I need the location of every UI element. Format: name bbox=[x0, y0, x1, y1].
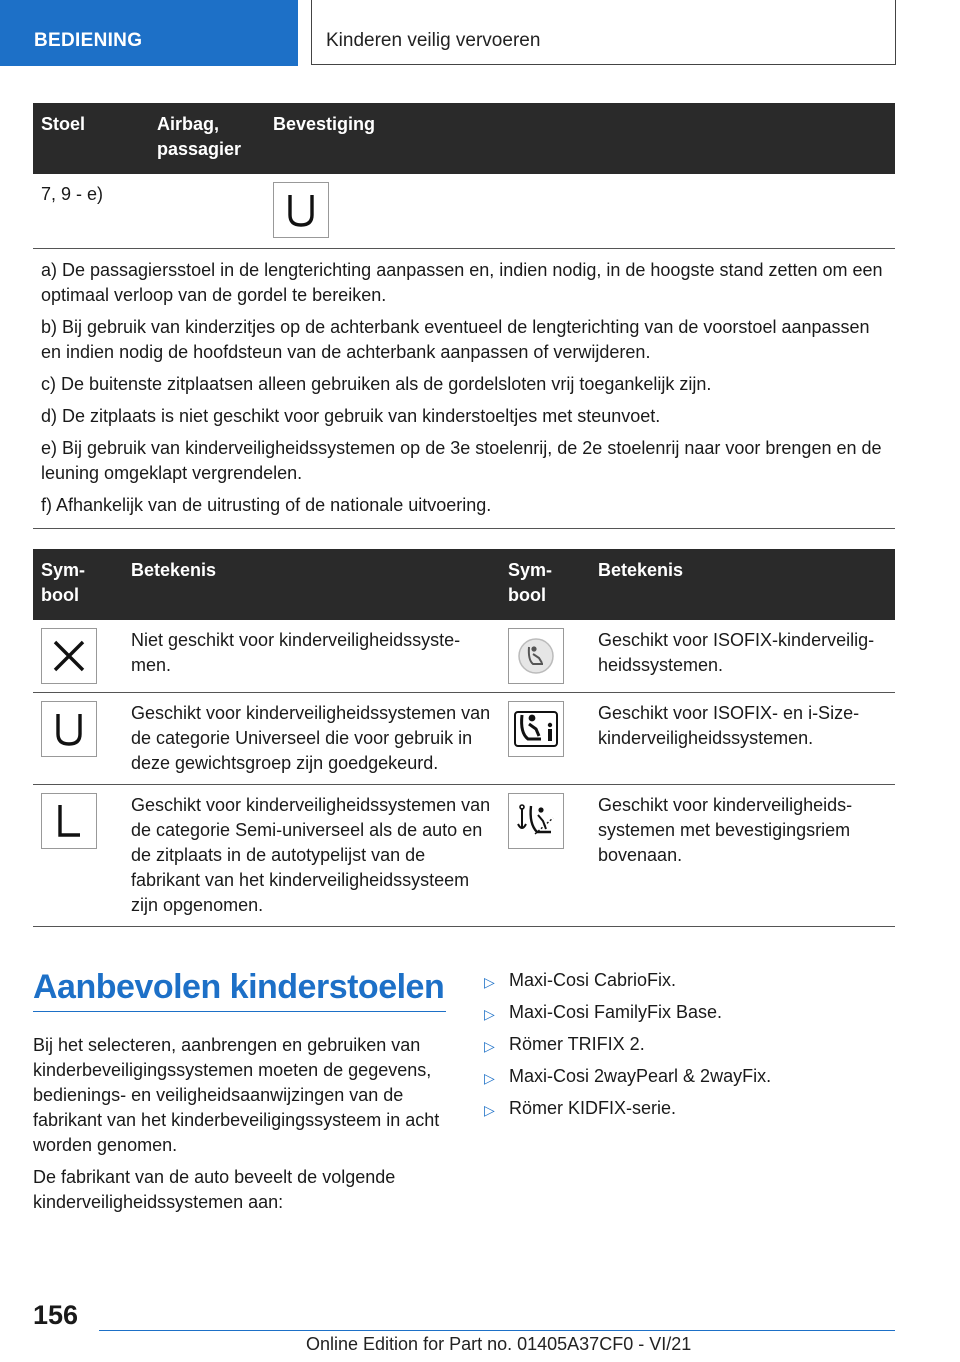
note-a: a) De passagiersstoel in de lengterichting aanpassen en, indien nodig, in de hoogste stand zetten om een optimaal verloop van de gordel te bereiken. bbox=[41, 260, 883, 305]
meaning-text: Geschikt voor ISOFIX- en i-Size-kinderveiligheidssystemen. bbox=[590, 693, 895, 785]
col-meaning-right: Betekenis bbox=[590, 549, 895, 620]
col-symbol-left: Sym- bool bbox=[33, 549, 123, 620]
list-item bbox=[484, 1064, 771, 1089]
col-mounting: Bevestiging bbox=[265, 103, 895, 174]
heading-rule bbox=[33, 1011, 446, 1012]
symbol-cell bbox=[33, 693, 123, 785]
list-item-text: Maxi-Cosi FamilyFix Base. bbox=[509, 1002, 723, 1022]
recommended-seats-list bbox=[484, 968, 771, 1128]
section-label: BEDIENING bbox=[34, 30, 143, 51]
list-item bbox=[484, 968, 771, 993]
symbol-cell bbox=[500, 693, 590, 785]
note-b: b) Bij gebruik van kinderzitjes op de achterbank eventueel de lengterichting van de voorstoel aanpassen en indien nodig de hoofdsteun van de achterbank aanpassen of verwijderen. bbox=[41, 317, 870, 362]
isofix-seat-icon bbox=[508, 628, 564, 684]
note-c: c) De buitenste zitplaatsen alleen gebruiken als de gordelsloten vrij toegankelijk zijn. bbox=[41, 374, 712, 394]
paragraph: Bij het selecteren, aanbrengen en gebruiken van kinderbeveiligingssystemen moeten de gegevens, bedienings- en veiligheidsaanwijzingen van de fabrikant van het kinderbeveiligingssysteem in acht worden genomen. bbox=[33, 1035, 440, 1155]
col-airbag: Airbag, passagier bbox=[149, 103, 265, 174]
col-seat: Stoel bbox=[33, 103, 149, 174]
triangle-bullet-icon: ▷ bbox=[484, 1038, 495, 1054]
edition-footer: Online Edition for Part no. 01405A37CF0 - VI/21 bbox=[306, 1334, 692, 1354]
symbol-cell bbox=[33, 785, 123, 927]
note-f: f) Afhankelijk van de uitrusting of de nationale uitvoering. bbox=[41, 495, 492, 515]
page-header bbox=[0, 0, 960, 66]
paragraph: De fabrikant van de auto beveelt de volgende kinderveiligheidssystemen aan: bbox=[33, 1167, 396, 1212]
letter-u-icon bbox=[41, 701, 97, 757]
meaning-text: Geschikt voor kinderveiligheidssystemen van de categorie Universeel die voor gebruik in deze gewichtsgroep zijn goedgekeurd. bbox=[123, 693, 500, 785]
section-heading: Aanbevolen kinderstoelen bbox=[33, 968, 445, 1006]
letter-u-icon bbox=[273, 182, 329, 238]
chapter-title: Kinderen veilig vervoeren bbox=[326, 30, 541, 51]
letter-l-icon bbox=[41, 793, 97, 849]
list-item bbox=[484, 1096, 771, 1121]
chapter-title-box bbox=[311, 0, 896, 65]
list-item-text: Maxi-Cosi CabrioFix. bbox=[509, 970, 677, 990]
triangle-bullet-icon: ▷ bbox=[484, 1006, 495, 1022]
section-body bbox=[33, 1033, 451, 1222]
table-row bbox=[33, 785, 895, 927]
triangle-bullet-icon: ▷ bbox=[484, 1070, 495, 1086]
seat-table bbox=[33, 103, 895, 529]
cross-icon bbox=[41, 628, 97, 684]
notes-row bbox=[33, 249, 895, 529]
meaning-text: Niet geschikt voor kinderveiligheidssystemen. bbox=[123, 620, 500, 693]
symbol-cell bbox=[500, 785, 590, 927]
table-row bbox=[33, 693, 895, 785]
col-symbol-right: Sym- bool bbox=[500, 549, 590, 620]
section-tab bbox=[0, 0, 298, 66]
meaning-text: Geschikt voor kinderveiligheidssystemen met bevestigingsriem bovenaan. bbox=[590, 785, 895, 927]
seat-table-header bbox=[33, 103, 895, 174]
list-item bbox=[484, 1032, 771, 1057]
airbag-value bbox=[149, 174, 265, 249]
seat-value: 7, 9 - e) bbox=[33, 174, 149, 249]
top-tether-icon bbox=[508, 793, 564, 849]
triangle-bullet-icon: ▷ bbox=[484, 1102, 495, 1118]
table-row bbox=[33, 174, 895, 249]
mounting-cell bbox=[265, 174, 895, 249]
symbol-cell bbox=[33, 620, 123, 693]
note-e: e) Bij gebruik van kinderveiligheidssystemen op de 3e stoelenrij, de 2e stoelenrij naar voor brengen en de leuning omgeklapt vergrendelen. bbox=[41, 438, 882, 483]
meaning-text: Geschikt voor ISOFIX-kinderveiligheidssystemen. bbox=[590, 620, 895, 693]
table-row bbox=[33, 620, 895, 693]
page-number: 156 bbox=[33, 1300, 79, 1330]
symbol-table-header bbox=[33, 549, 895, 620]
list-item-text: Römer KIDFIX-serie. bbox=[509, 1098, 677, 1118]
list-item bbox=[484, 1000, 771, 1025]
footer-rule bbox=[99, 1330, 895, 1331]
symbol-cell bbox=[500, 620, 590, 693]
list-item-text: Römer TRIFIX 2. bbox=[509, 1034, 645, 1054]
symbol-table bbox=[33, 549, 895, 927]
list-item-text: Maxi-Cosi 2wayPearl & 2wayFix. bbox=[509, 1066, 772, 1086]
meaning-text: Geschikt voor kinderveiligheidssystemen van de categorie Semi-universeel als de auto en de zitplaats in de autotypelijst van de fabrikant van het kinderveiligheidssysteem zijn opgenomen. bbox=[123, 785, 500, 927]
isize-seat-icon bbox=[508, 701, 564, 757]
note-d: d) De zitplaats is niet geschikt voor gebruik van kinderstoeltjes met steunvoet. bbox=[41, 406, 661, 426]
col-meaning-left: Betekenis bbox=[123, 549, 500, 620]
table-notes bbox=[33, 249, 895, 529]
triangle-bullet-icon: ▷ bbox=[484, 974, 495, 990]
